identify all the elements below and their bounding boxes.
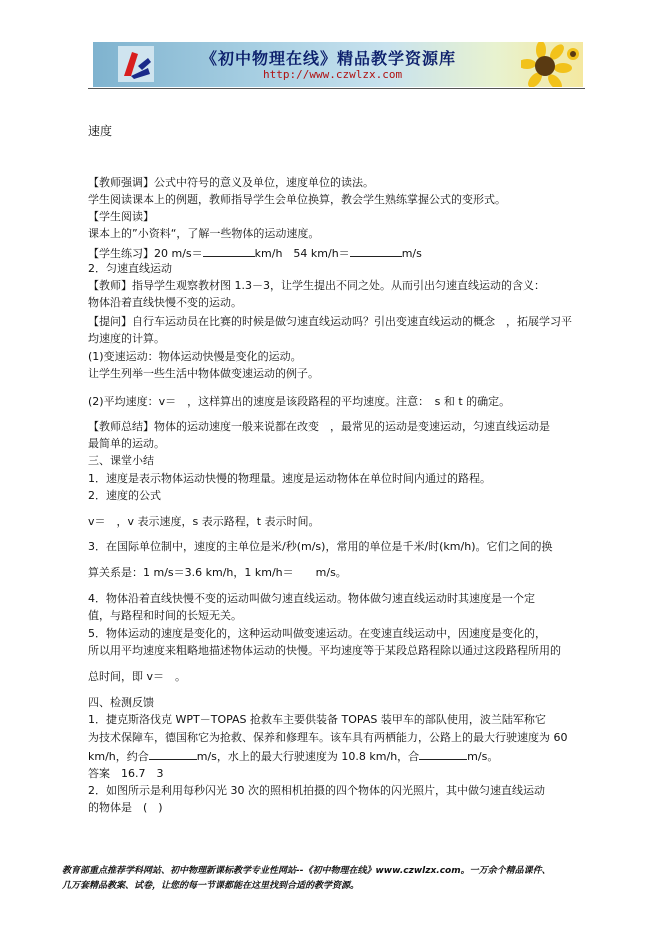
banner-title: 《初中物理在线》精品教学资源库	[201, 49, 457, 68]
para-line: 【学生阅读】	[88, 210, 154, 223]
para-line: 最简单的运动。	[88, 437, 165, 450]
para-text: m/s。	[467, 750, 499, 763]
exercise-line	[88, 748, 498, 764]
para-line: 总时间，即 v＝ 。	[88, 670, 187, 683]
para-line: 算关系是：1 m/s＝3.6 km/h，1 km/h＝ m/s。	[88, 566, 347, 579]
para-text: 【学生练习】20 m/s＝	[88, 247, 203, 260]
banner-url[interactable]: http://www.czwlzx.com	[263, 68, 403, 81]
section-heading: 四、检测反馈	[88, 696, 154, 709]
para-text: km/h，约合	[88, 750, 149, 763]
para-text: m/s	[401, 247, 422, 260]
para-line: v＝ ，v 表示速度，s 表示路程，t 表示时间。	[88, 515, 320, 528]
header-divider	[88, 88, 585, 89]
para-line: (1)变速运动：物体运动快慢是变化的运动。	[88, 350, 302, 363]
para-line: 【教师强调】公式中符号的意义及单位，速度单位的读法。	[88, 176, 374, 189]
para-line: 为技术保障车，德国称它为抢救、保养和修理车。该车具有两栖能力，公路上的最大行驶速度为 60	[88, 731, 568, 744]
answer-blank	[203, 245, 255, 257]
footer-line: 教育部重点推荐学科网站、初中物理新课标教学专业性网站--《初中物理在线》www.czwlzx.com。一万余个精品课件、	[62, 866, 551, 876]
para-line: 让学生列举一些生活中物体做变速运动的例子。	[88, 367, 319, 380]
answer-line: 答案 16.7 3	[88, 767, 164, 780]
para-line: 3．在国际单位制中，速度的主单位是米/秒(m/s)，常用的单位是千米/时(km/h)。它们之间的换	[88, 540, 553, 553]
page-footer	[62, 864, 622, 894]
para-line: 1．速度是表示物体运动快慢的物理量。速度是运动物体在单位时间内通过的路程。	[88, 472, 491, 485]
para-line: 值，与路程和时间的长短无关。	[88, 609, 242, 622]
para-line: 2．速度的公式	[88, 489, 161, 502]
para-line: 课本上的”小资料“，了解一些物体的运动速度。	[88, 227, 320, 240]
para-line: (2)平均速度：v＝ ，这样算出的速度是该段路程的平均速度。注意： s 和 t 的确定。	[88, 395, 511, 408]
para-line: 【教师】指导学生观察教材图 1.3－3，让学生提出不同之处。从而引出匀速直线运动的含义：	[88, 279, 545, 292]
para-line: 均速度的计算。	[88, 332, 165, 345]
exercise-line	[88, 245, 422, 261]
para-line: 5．物体运动的速度是变化的，这种运动叫做变速运动。在变速直线运动中，因速度是变化的，	[88, 627, 546, 640]
para-line: 2．如图所示是利用每秒闪光 30 次的照相机拍摄的四个物体的闪光照片，其中做匀速直线运动	[88, 784, 545, 797]
para-line: 的物体是 ( )	[88, 801, 163, 814]
answer-blank	[350, 245, 402, 257]
para-line: 1．捷克斯洛伐克 WPT－TOPAS 抢救车主要供装备 TOPAS 装甲车的部队使用，波兰陆军称它	[88, 713, 546, 726]
para-line: 物体沿着直线快慢不变的运动。	[88, 296, 242, 309]
answer-blank	[149, 748, 197, 760]
section-heading: 三、课堂小结	[88, 454, 154, 467]
para-line: 【教师总结】物体的运动速度一般来说都在改变 ，最常见的运动是变速运动，匀速直线运动是	[88, 420, 550, 433]
para-line: 【提问】自行车运动员在比赛的时候是做匀速直线运动吗？引出变速直线运动的概念 ，拓展学习平	[88, 315, 572, 328]
footer-line: 几万套精品教案、试卷，让您的每一节课都能在这里找到合适的教学资源。	[62, 881, 360, 891]
site-logo	[118, 46, 154, 82]
para-line: 4．物体沿着直线快慢不变的运动叫做匀速直线运动。物体做匀速直线运动时其速度是一个定	[88, 592, 535, 605]
sunflower-image	[521, 42, 579, 87]
para-line: 学生阅读课本上的例题，教师指导学生会单位换算，教会学生熟练掌握公式的变形式。	[88, 193, 506, 206]
para-text: m/s，水上的最大行驶速度为 10.8 km/h，合	[196, 750, 420, 763]
para-line: 2．匀速直线运动	[88, 262, 172, 275]
lesson-heading: 速度	[88, 124, 113, 138]
header-banner	[93, 42, 583, 87]
para-text: km/h 54 km/h＝	[254, 247, 350, 260]
answer-blank	[419, 748, 467, 760]
para-line: 所以用平均速度来粗略地描述物体运动的快慢。平均速度等于某段总路程除以通过这段路程所用的	[88, 644, 561, 657]
